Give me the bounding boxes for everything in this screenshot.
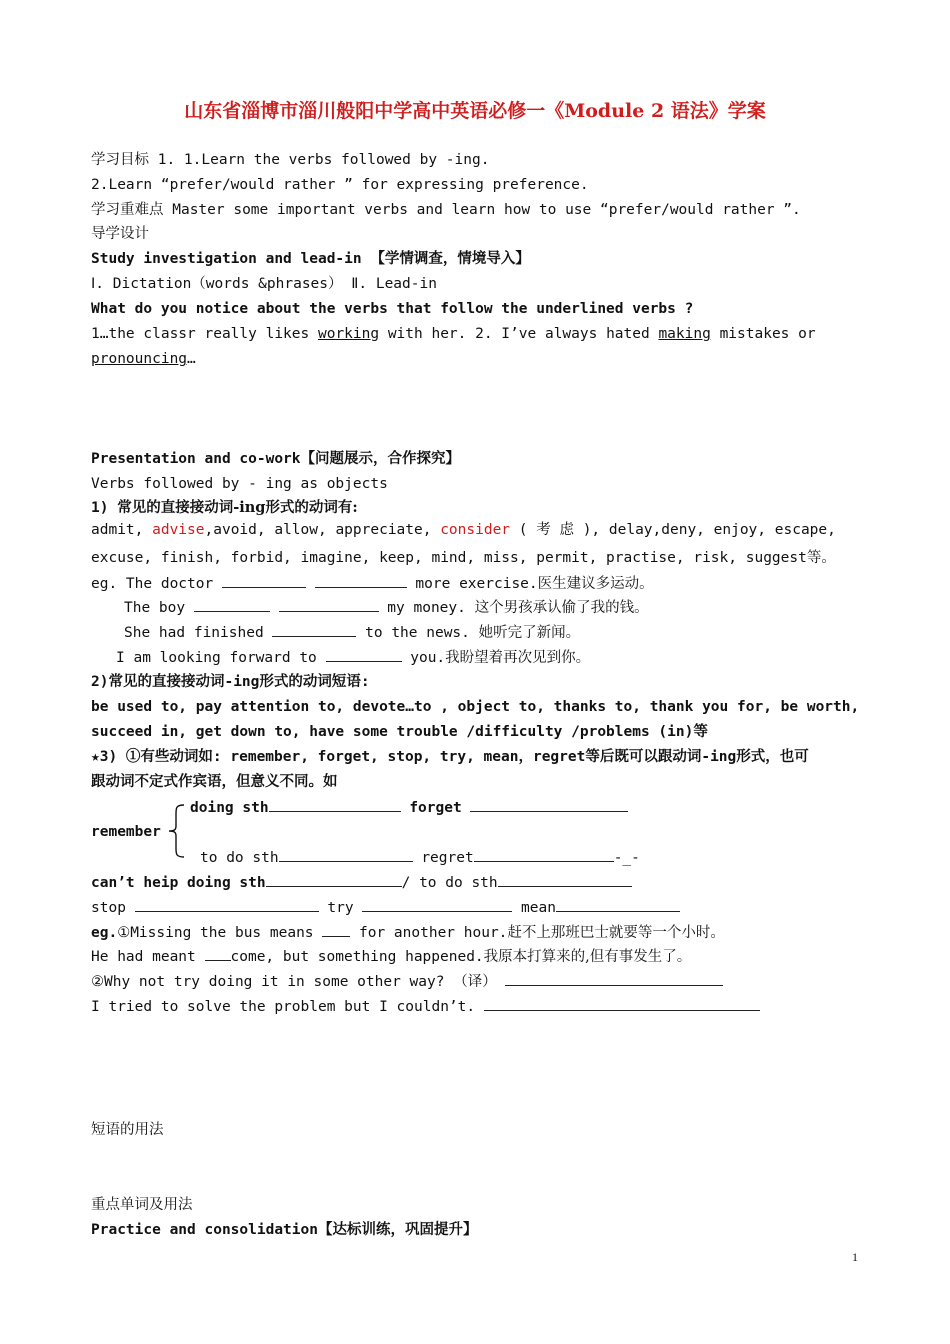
objective-2: 2.Learn “prefer/would rather ” for expressing preference. — [91, 177, 589, 193]
answer-blank[interactable] — [322, 922, 350, 937]
guide-design-heading: 导学设计 — [91, 226, 149, 242]
key-difficulties: 学习重难点 Master some important verbs and learn how to use “prefer/would rather ”. — [91, 202, 801, 218]
section-3-continued: 跟动词不定式作宾语，但意义不同。如 — [91, 774, 338, 790]
cant-help-row: can’t heip doing sth / to do sth — [91, 872, 632, 893]
answer-blank[interactable] — [556, 897, 680, 912]
translate-tried: I tried to solve the problem but I couldn’t. — [91, 996, 760, 1017]
example-news: She had finished to the news. 她听完了新闻。 — [124, 622, 580, 643]
brace-icon — [168, 804, 186, 858]
answer-blank[interactable] — [498, 872, 632, 887]
section-2-heading: 2)常见的直接接动词-ing形式的动词短语: — [91, 674, 370, 690]
phrase-list-2: succeed in, get down to, have some trouble /difficulty /problems (in)等 — [91, 724, 708, 740]
answer-blank[interactable] — [222, 573, 306, 588]
remember-to-do-row: to do sth regret -_- — [200, 847, 640, 868]
answer-blank[interactable] — [272, 622, 356, 637]
example-doctor: eg. The doctor more exercise.医生建议多运动。 — [91, 573, 654, 594]
example-continued: pronouncing… — [91, 351, 196, 367]
verbs-ing-heading: Verbs followed by - ing as objects — [91, 476, 388, 492]
key-words-heading: 重点单词及用法 — [91, 1197, 193, 1213]
study-investigation-heading: Study investigation and lead-in 【学情调查，情境导入】 — [91, 250, 530, 267]
answer-blank[interactable] — [362, 897, 512, 912]
answer-blank[interactable] — [315, 573, 407, 588]
question-line: What do you notice about the verbs that follow the underlined verbs ? — [91, 301, 694, 317]
verb-list-2: excuse, finish, forbid, imagine, keep, mind, miss, permit, practise, risk, suggest等。 — [91, 550, 836, 566]
practice-heading: Practice and consolidation【达标训练，巩固提升】 — [91, 1221, 478, 1238]
page-number: 1 — [852, 1250, 858, 1264]
example-sentences: 1…the classr really likes working with her. 2. I’ve always hated making mistakes or — [91, 326, 816, 342]
answer-blank[interactable] — [326, 647, 402, 662]
translate-why-not: ②Why not try doing it in some other way? （译） — [91, 971, 723, 992]
remember-label: remember — [91, 824, 161, 840]
answer-blank[interactable] — [505, 971, 723, 986]
answer-blank[interactable] — [266, 872, 402, 887]
answer-blank[interactable] — [279, 847, 413, 862]
example-bus: eg.①Missing the bus means for another hour.赶不上那班巴士就要等一个小时。 — [91, 922, 725, 943]
answer-blank[interactable] — [194, 597, 270, 612]
example-meant: He had meant come, but something happened.我原本打算来的,但有事发生了。 — [91, 946, 691, 967]
answer-blank[interactable] — [474, 847, 614, 862]
answer-blank[interactable] — [135, 897, 319, 912]
section-1-heading: 1) 常见的直接接动词-ing形式的动词有: — [91, 499, 358, 516]
verb-list-1: admit, advise,avoid, allow, appreciate, consider ( 考 虑 ), delay,deny, enjoy, escape, — [91, 522, 836, 538]
answer-blank[interactable] — [205, 946, 231, 961]
page-title: 山东省淄博市淄川般阳中学高中英语必修一《Module 2 语法》学案 — [184, 100, 766, 122]
answer-blank[interactable] — [279, 597, 379, 612]
phrase-usage-heading: 短语的用法 — [91, 1122, 164, 1138]
dictation-line: Ⅰ. Dictation（words &phrases） Ⅱ. Lead-in — [91, 276, 437, 292]
remember-doing-row: doing sth forget — [190, 797, 628, 818]
phrase-list-1: be used to, pay attention to, devote…to , object to, thanks to, thank you for, be worth, — [91, 699, 860, 715]
answer-blank[interactable] — [484, 996, 760, 1011]
example-boy: The boy my money. 这个男孩承认偷了我的钱。 — [124, 597, 649, 618]
section-3-heading: ★3) ①有些动词如: remember, forget, stop, try, mean，regret等后既可以跟动词-ing形式，也可 — [91, 749, 809, 765]
answer-blank[interactable] — [470, 797, 628, 812]
example-looking-forward: I am looking forward to you.我盼望着再次见到你。 — [116, 647, 590, 668]
answer-blank[interactable] — [269, 797, 401, 812]
learning-objectives: 学习目标 1. 1.Learn the verbs followed by -ing. — [91, 152, 490, 168]
presentation-heading: Presentation and co-work【问题展示，合作探究】 — [91, 450, 461, 467]
stop-try-mean-row: stop try mean — [91, 897, 680, 918]
